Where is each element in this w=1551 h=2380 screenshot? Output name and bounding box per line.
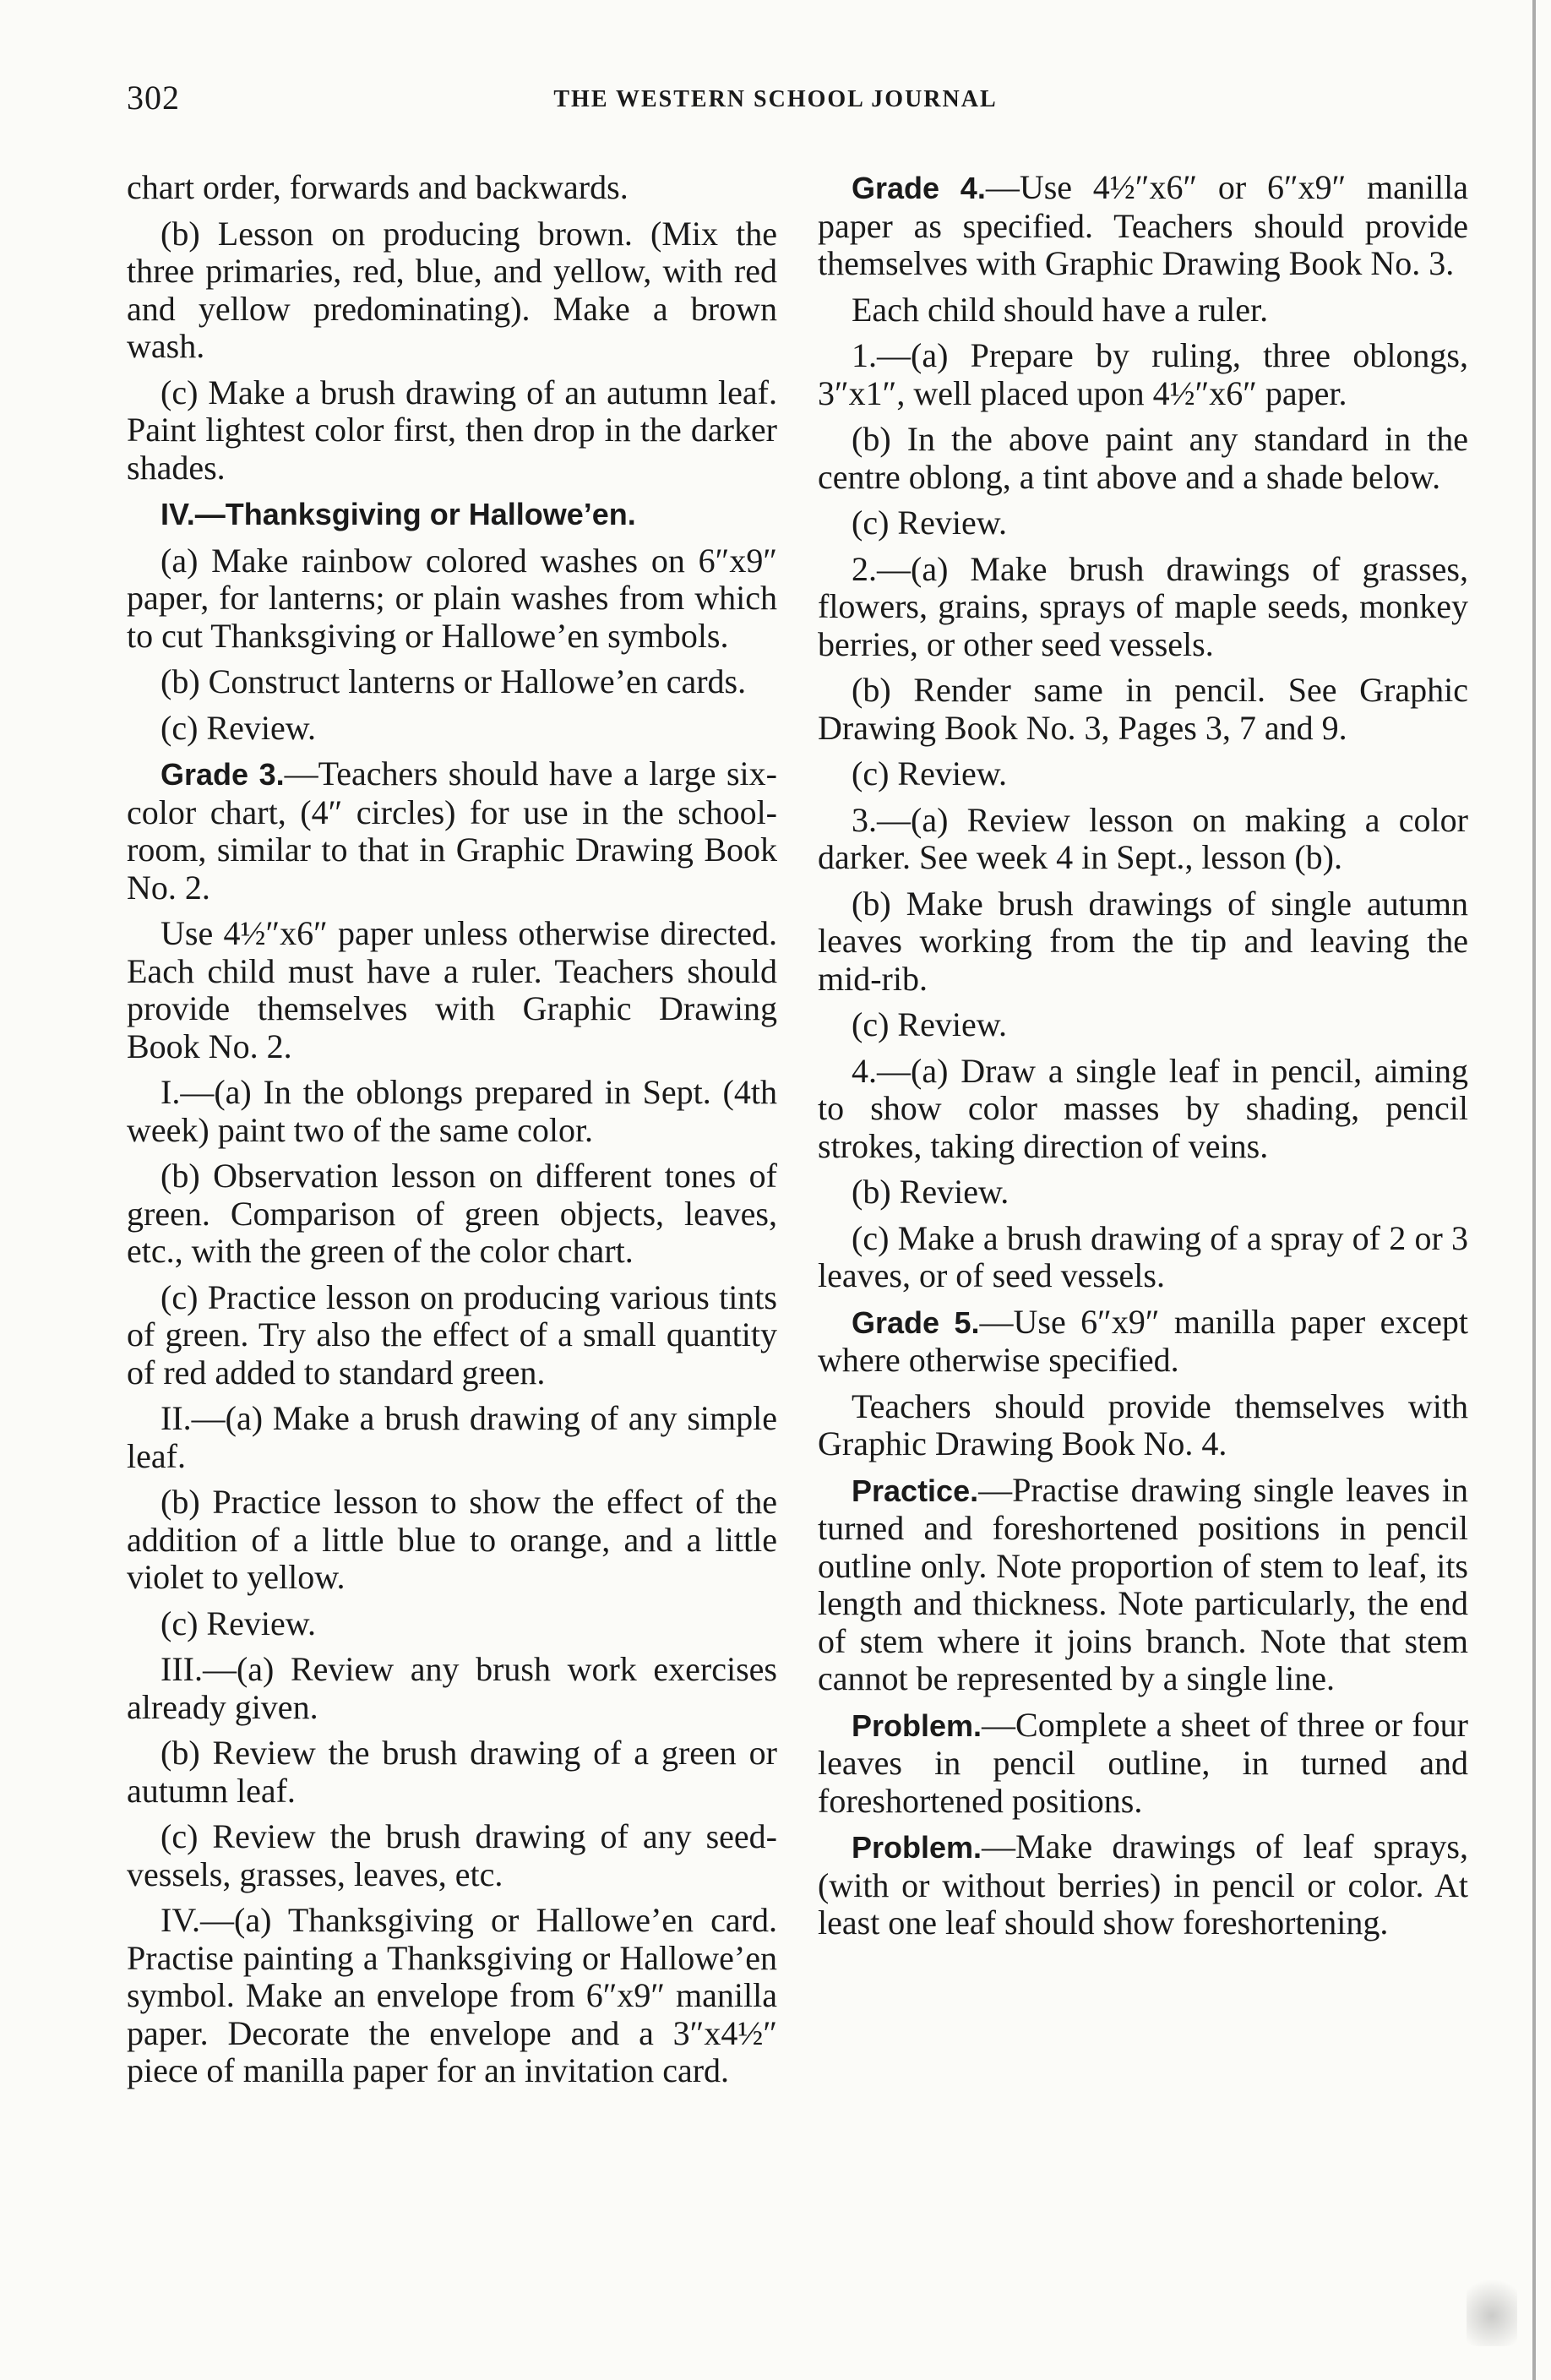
paragraph-text: (c) Review the brush drawing of any seed-vessels, grasses, leaves, etc. <box>127 1817 777 1893</box>
paragraph <box>127 1818 777 1893</box>
paragraph <box>818 337 1468 412</box>
paragraph <box>127 1651 777 1726</box>
paragraph <box>818 1053 1468 1166</box>
paragraph-text: I.—(a) In the oblongs prepared in Sept. (4th week) paint two of the same color. <box>127 1073 777 1149</box>
paragraph <box>127 542 777 656</box>
paragraph-text: (a) Make rainbow colored washes on 6″x9″ paper, for lanterns; or plain washes from which to cut Thanksgiving or Hallowe’en symbols. <box>127 541 777 655</box>
paragraph <box>818 1220 1468 1295</box>
page-number: 302 <box>127 79 180 117</box>
paragraph-text: 4.—(a) Draw a single leaf in pencil, aiming to show color masses by shading, pencil strokes, taking direction of veins. <box>818 1051 1468 1165</box>
paragraph-text: (c) Make a brush drawing of an autumn leaf. Paint lightest color first, then drop in the darker shades. <box>127 373 777 487</box>
paragraph <box>818 169 1468 283</box>
paragraph-text: Each child should have a ruler. <box>852 290 1269 329</box>
paragraph-text: —Practise drawing single leaves in turned and foreshortened positions in pencil outline only. Note proportion of stem to leaf, its length and thickness. Note particularly, the end of stem where it joins branch. Note that stem cannot be represented by a single line. <box>818 1470 1468 1697</box>
paragraph <box>127 755 777 907</box>
left-column <box>127 169 777 2099</box>
paragraph-text: (c) Review. <box>852 504 1007 542</box>
paragraph <box>818 802 1468 877</box>
paragraph-text: Teachers should provide themselves with Graphic Drawing Book No. 4. <box>818 1386 1468 1462</box>
paragraph-text: —Teachers should have a large six-color chart, (4″ circles) for use in the school-room, similar to that in Graphic Drawing Book No. 2. <box>127 754 777 907</box>
paragraph-text: —Use 6″x9″ manilla paper except where otherwise specified. <box>818 1302 1468 1379</box>
paragraph <box>127 915 777 1065</box>
paragraph <box>127 1400 777 1475</box>
right-edge-rule <box>1532 0 1536 2380</box>
paragraph-text: chart order, forwards and backwards. <box>127 168 629 206</box>
paragraph <box>818 1388 1468 1463</box>
paragraph-heading: Grade 5. <box>852 1304 980 1340</box>
paragraph-text: —Use 4½″x6″ or 6″x9″ manilla paper as specified. Teachers should provide themselves with Graphic Drawing Book No. 3. <box>818 168 1468 282</box>
paragraph-text: (b) Review. <box>852 1173 1010 1211</box>
paragraph <box>127 1605 777 1643</box>
paragraph <box>818 1472 1468 1698</box>
paragraph <box>818 1707 1468 1821</box>
page-speckle <box>1467 2270 1517 2346</box>
paragraph <box>818 755 1468 793</box>
running-title: THE WESTERN SCHOOL JOURNAL <box>553 86 998 112</box>
paragraph <box>127 1157 777 1271</box>
paragraph-text: —Make drawings of leaf sprays, (with or without berries) in pencil or color. At least one leaf should show foreshortening. <box>818 1827 1468 1942</box>
paragraph <box>127 1279 777 1392</box>
paragraph-text: (c) Review. <box>161 708 316 747</box>
paragraph <box>818 504 1468 542</box>
paragraph <box>127 1484 777 1597</box>
paragraph <box>127 1735 777 1810</box>
paragraph-heading: Grade 3. <box>161 757 285 792</box>
paragraph-text: (b) Practice lesson to show the effect of the addition of a little blue to orange, and a little violet to yellow. <box>127 1483 777 1596</box>
paragraph-text: (c) Review. <box>852 1005 1007 1043</box>
paragraph <box>127 1902 777 2090</box>
paragraph-text: (b) Review the brush drawing of a green or autumn leaf. <box>127 1734 777 1810</box>
paragraph <box>818 1174 1468 1212</box>
paragraph-heading: Practice. <box>852 1473 979 1508</box>
paragraph-text: III.—(a) Review any brush work exercises already given. <box>127 1650 777 1726</box>
paragraph-text: IV.—(a) Thanksgiving or Hallowe’en card. Practise painting a Thanksgiving or Hallowe’en symbol. Make an envelope from 6″x9″ manilla paper. Decorate the envelope and a 3″x4½″ piece of manilla paper for an invitation card. <box>127 1901 777 2089</box>
paragraph-text: (c) Make a brush drawing of a spray of 2 or 3 leaves, or of seed vessels. <box>818 1218 1468 1294</box>
paragraph <box>818 885 1468 999</box>
paragraph <box>818 1006 1468 1044</box>
paragraph-text: (b) In the above paint any standard in the centre oblong, a tint above and a shade below. <box>818 420 1468 496</box>
paragraph <box>127 495 777 534</box>
paragraph-text: 1.—(a) Prepare by ruling, three oblongs, 3″x1″, well placed upon 4½″x6″ paper. <box>818 336 1468 412</box>
paragraph-text: (b) Construct lanterns or Hallowe’en cards. <box>161 662 747 700</box>
paragraph-text: 2.—(a) Make brush drawings of grasses, flowers, grains, sprays of maple seeds, monkey berries, or other seed vessels. <box>818 549 1468 663</box>
paragraph <box>127 169 777 207</box>
paragraph <box>127 1074 777 1149</box>
paragraph-text: 3.—(a) Review lesson on making a color darker. See week 4 in Sept., lesson (b). <box>818 800 1468 876</box>
paragraph-text: (b) Make brush drawings of single autumn leaves working from the tip and leaving the mid-rib. <box>818 884 1468 998</box>
paragraph-text: —Complete a sheet of three or four leaves in pencil outline, in turned and foreshortened positions. <box>818 1705 1468 1820</box>
paragraph <box>818 421 1468 496</box>
paragraph-text: (c) Review. <box>161 1604 316 1642</box>
paragraph <box>127 374 777 487</box>
paragraph <box>818 1828 1468 1942</box>
paragraph <box>127 663 777 701</box>
paragraph-heading: Grade 4. <box>852 171 986 205</box>
right-column <box>818 169 1468 1951</box>
paragraph-heading: Problem. <box>852 1707 982 1743</box>
paragraph-text: (c) Practice lesson on producing various tints of green. Try also the effect of a small quantity of red added to standard green. <box>127 1277 777 1392</box>
paragraph-heading: IV.—Thanksgiving or Hallowe’en. <box>161 497 636 531</box>
paragraph-text: II.—(a) Make a brush drawing of any simple leaf. <box>127 1399 777 1475</box>
paragraph-text: (b) Observation lesson on different tones of green. Comparison of green objects, leaves, etc., with the green of the color chart. <box>127 1157 777 1270</box>
paragraph <box>818 291 1468 329</box>
paragraph <box>127 710 777 748</box>
paragraph-heading: Problem. <box>852 1830 982 1865</box>
paragraph <box>127 215 777 366</box>
paragraph-text: (b) Lesson on producing brown. (Mix the three primaries, red, blue, and yellow, with red and yellow predominating). Make a brown wash. <box>127 214 777 365</box>
paragraph <box>818 672 1468 747</box>
paragraph <box>818 1304 1468 1380</box>
paragraph-text: (c) Review. <box>852 754 1007 792</box>
paragraph-text: Use 4½″x6″ paper unless otherwise directed. Each child must have a ruler. Teachers should provide themselves with Graphic Drawing Book No. 2. <box>127 914 777 1065</box>
paragraph <box>818 551 1468 664</box>
paragraph-text: (b) Render same in pencil. See Graphic Drawing Book No. 3, Pages 3, 7 and 9. <box>818 671 1468 747</box>
